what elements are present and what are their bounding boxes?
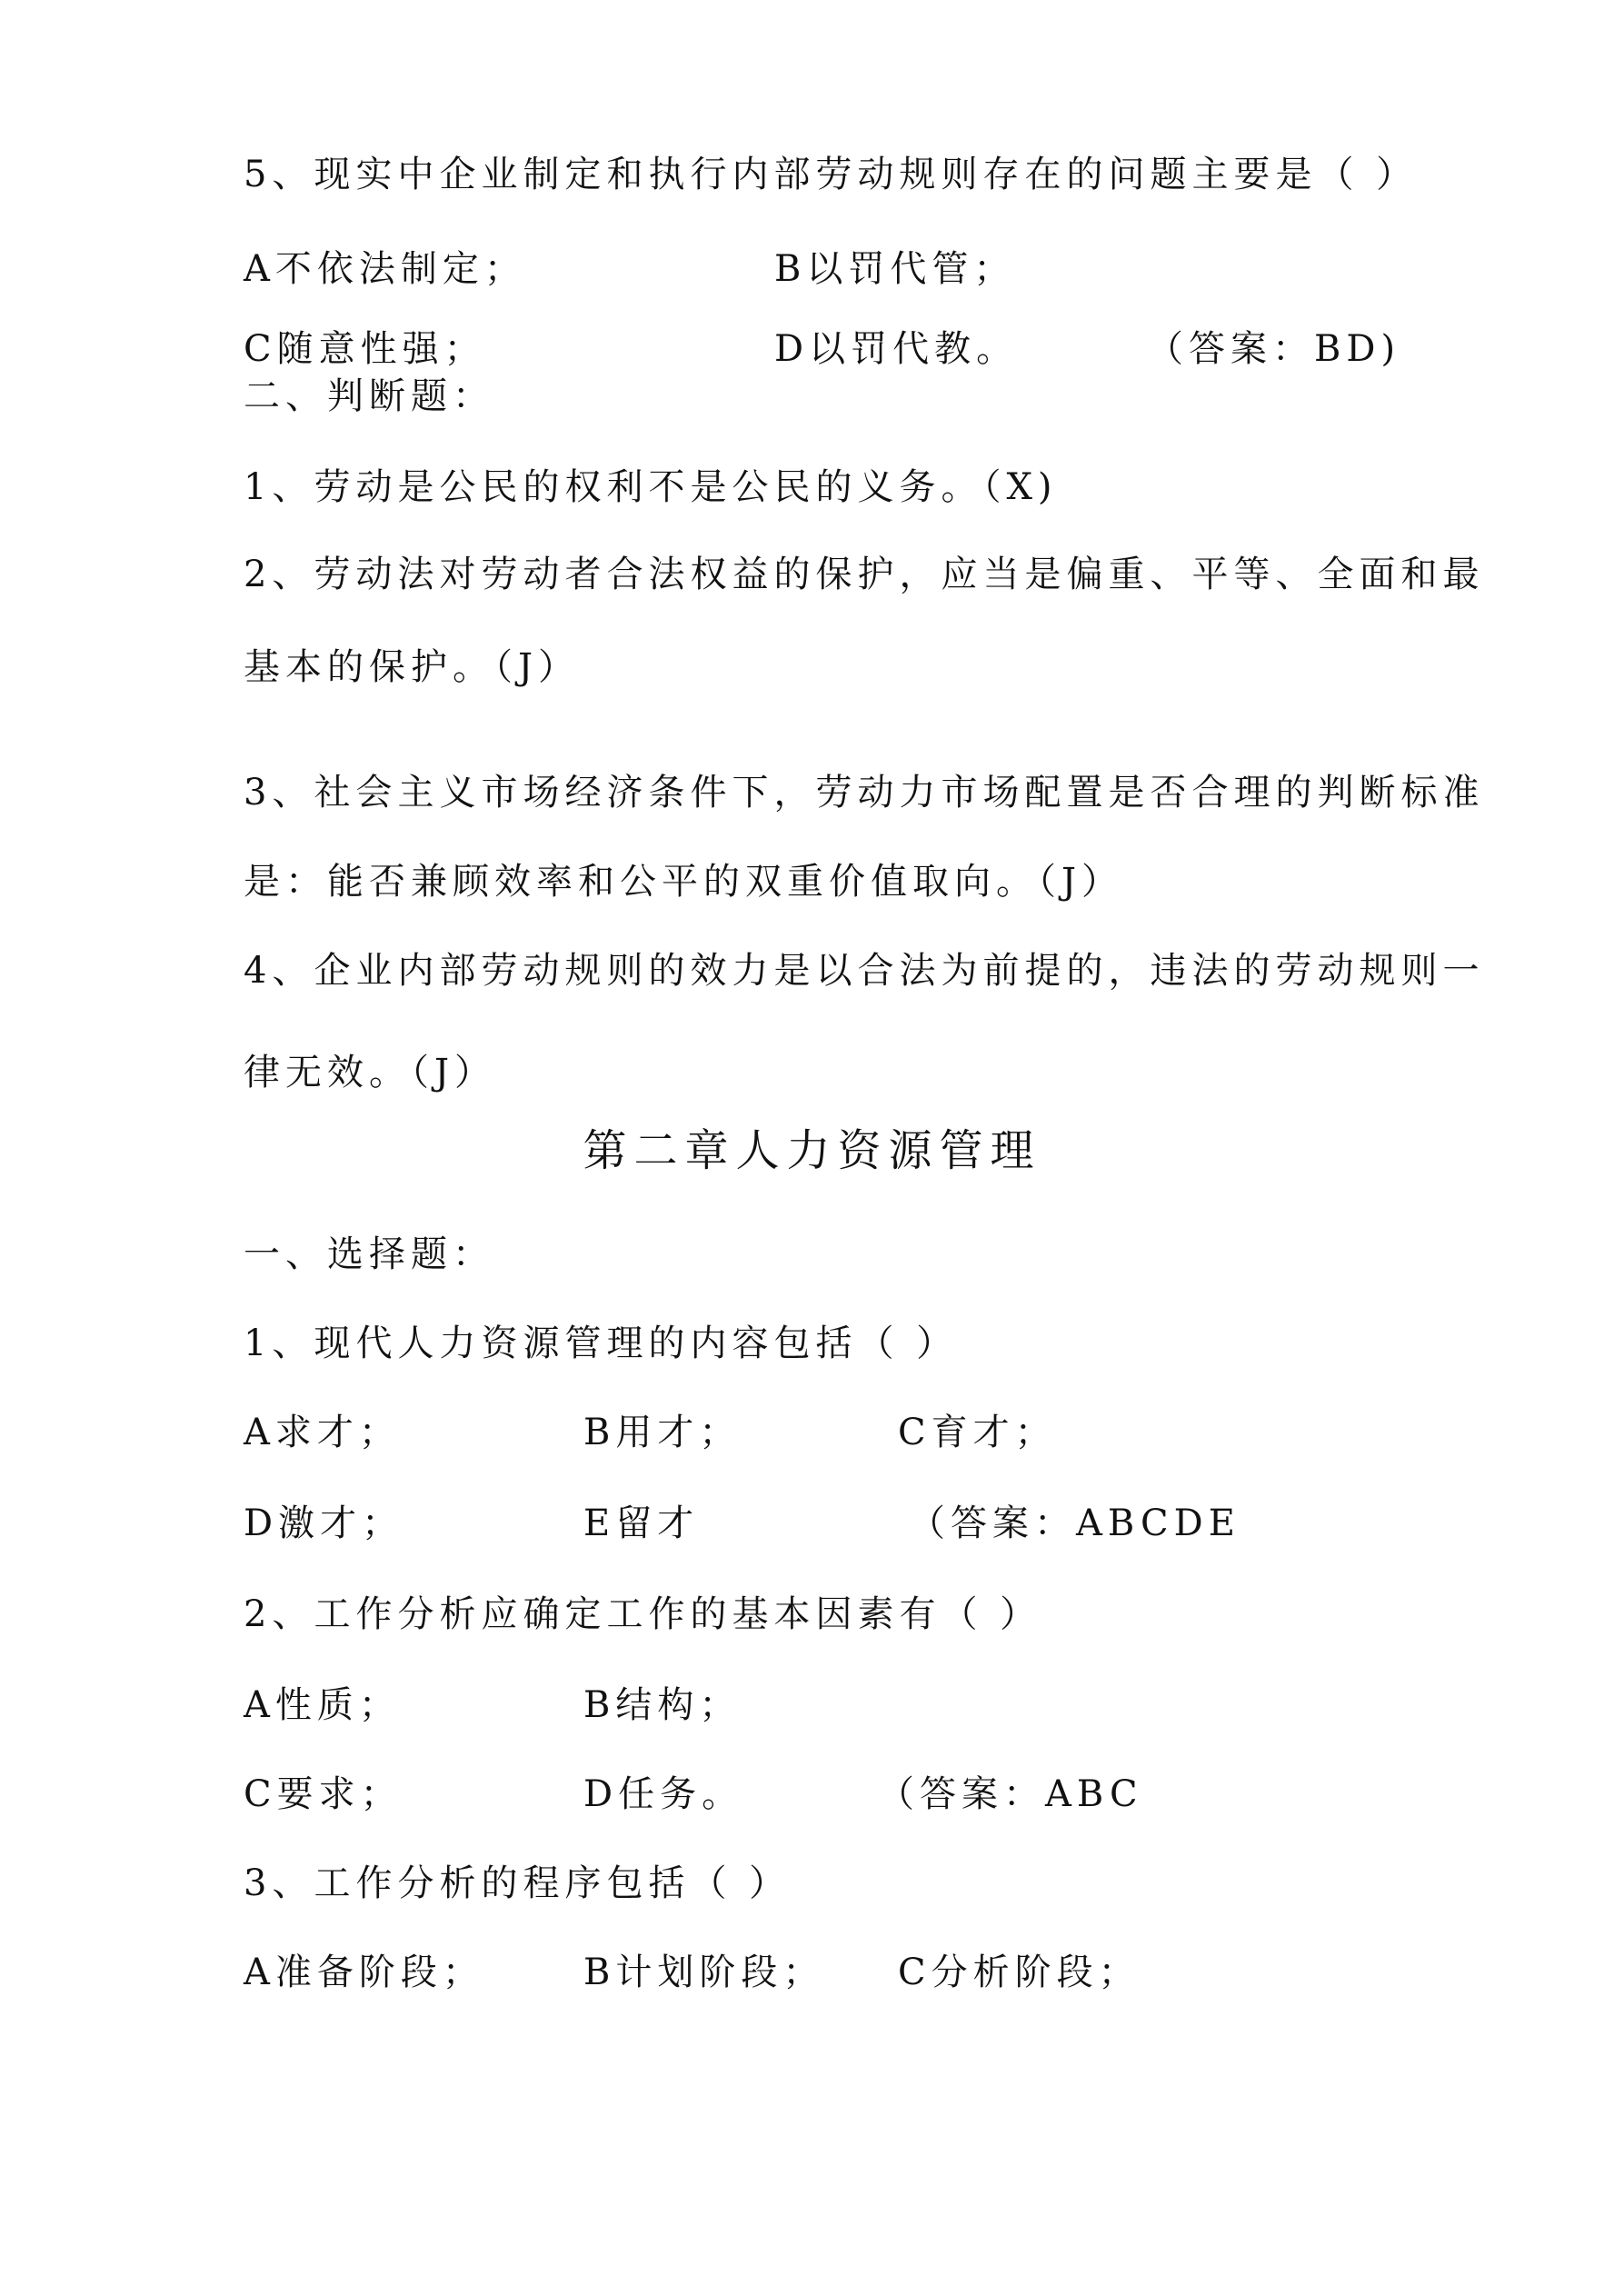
- question-5: 5、现实中企业制定和执行内部劳动规则存在的问题主要是（ ）: [244, 154, 1419, 195]
- ch2-q3-option-b: B计划阶段；: [583, 1952, 825, 1993]
- option-a: A不依法制定；: [244, 248, 526, 290]
- ch2-q1-option-e: E留才: [583, 1502, 700, 1544]
- ch2-q1-option-b: B用才；: [583, 1412, 742, 1453]
- ch2-q2-option-b: B结构；: [583, 1684, 742, 1726]
- judge-item-2: 2、劳动法对劳动者合法权益的保护，应当是偏重、平等、全面和最: [244, 554, 1485, 595]
- judge-item-1: 1、劳动是公民的权利不是公民的义务。（X): [244, 466, 1058, 508]
- judge-item-4: 4、企业内部劳动规则的效力是以合法为前提的，违法的劳动规则一: [244, 950, 1485, 992]
- ch2-q1-option-d: D激才；: [244, 1502, 404, 1544]
- judge-item-3: 3、社会主义市场经济条件下，劳动力市场配置是否合理的判断标准: [244, 772, 1485, 814]
- ch2-q2-option-d: D任务。: [583, 1773, 744, 1815]
- judge-item-4-cont: 律无效。（J）: [244, 1052, 497, 1093]
- ch2-q2-option-c: C要求；: [244, 1773, 403, 1815]
- option-d: D以罚代教。: [774, 328, 1019, 370]
- ch2-q3-option-c: C分析阶段；: [898, 1952, 1141, 1993]
- ch2-q1-option-a: A求才；: [244, 1412, 401, 1453]
- judge-item-2-cont: 基本的保护。（J）: [244, 646, 581, 688]
- ch2-q2-answer: （答案：ABC: [878, 1773, 1143, 1815]
- judge-heading: 二、判断题：: [244, 375, 494, 417]
- ch2-q3-option-a: A准备阶段；: [244, 1952, 484, 1993]
- chapter-title: 第二章人力资源管理: [583, 1125, 1041, 1176]
- answer-q5: （答案：BD): [1147, 328, 1401, 370]
- choice-heading: 一、选择题：: [244, 1233, 494, 1275]
- ch2-question-1: 1、现代人力资源管理的内容包括（ ）: [244, 1323, 959, 1364]
- ch2-question-2: 2、工作分析应确定工作的基本因素有（ ）: [244, 1593, 1042, 1635]
- option-c: C随意性强；: [244, 328, 486, 370]
- judge-item-3-cont: 是：能否兼顾效率和公平的双重价值取向。（J）: [244, 861, 1124, 903]
- ch2-q1-answer: （答案：ABCDE: [909, 1502, 1240, 1544]
- ch2-q1-option-c: C育才；: [898, 1412, 1057, 1453]
- ch2-q2-option-a: A性质；: [244, 1684, 401, 1726]
- option-b: B以罚代管；: [774, 248, 1016, 290]
- ch2-question-3: 3、工作分析的程序包括（ ）: [244, 1862, 792, 1904]
